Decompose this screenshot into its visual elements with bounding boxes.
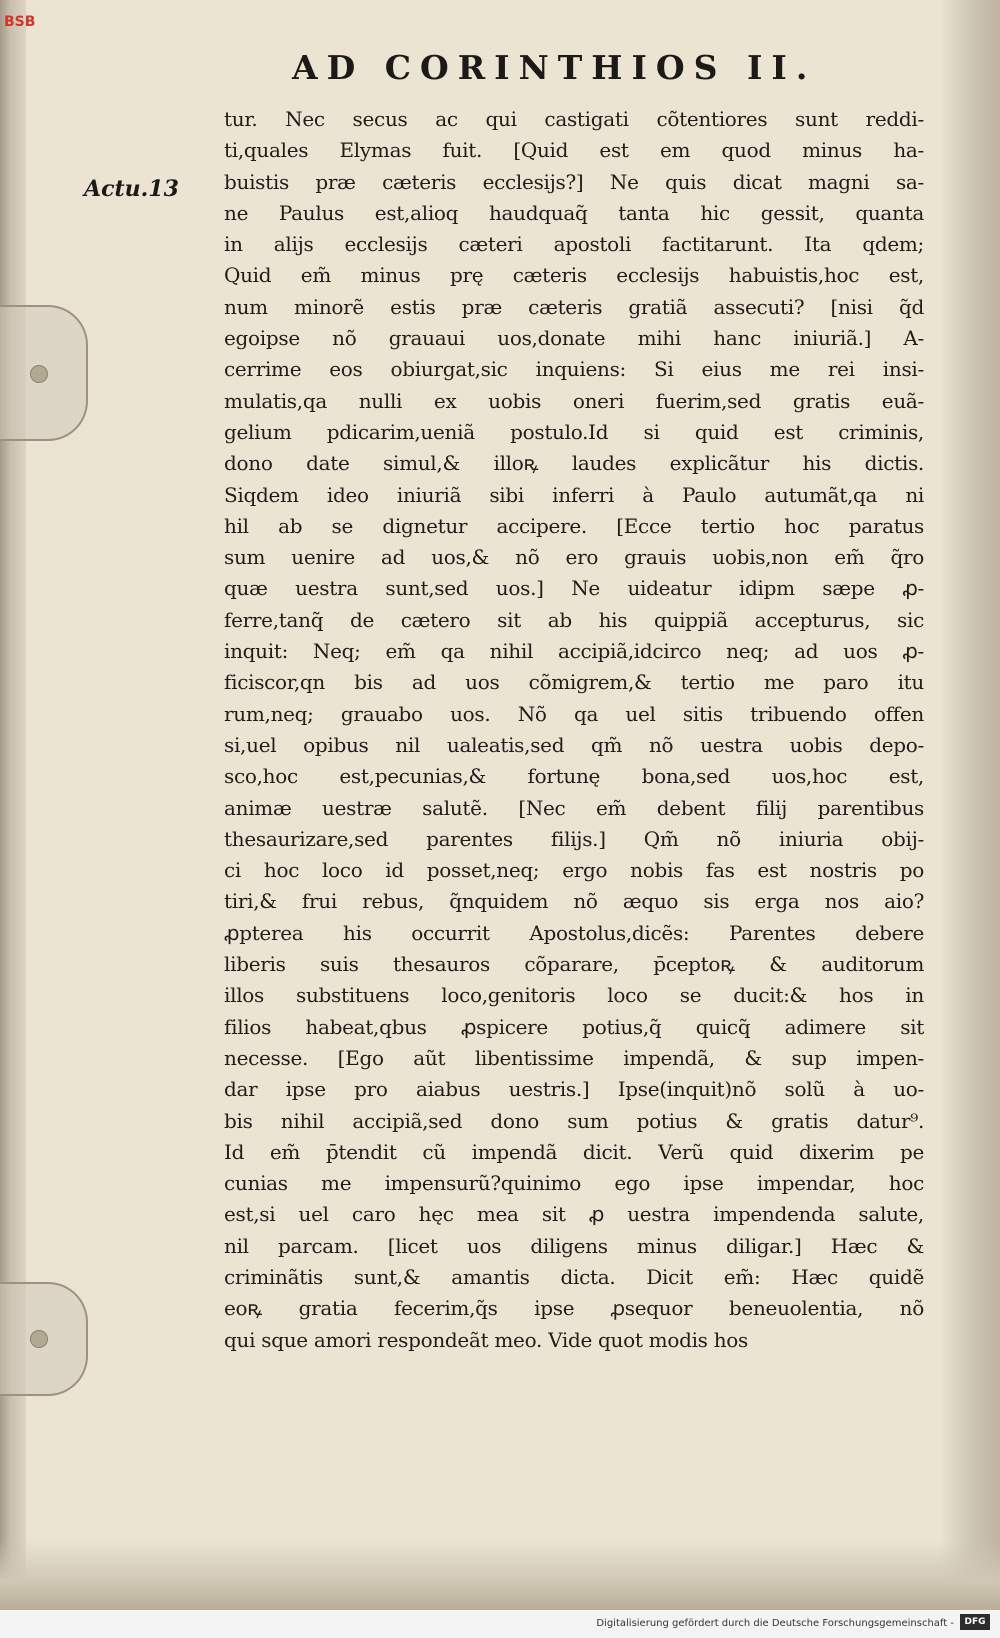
text-line: buistis præ cæteris ecclesijs?] Ne quis dicat magni sa- — [224, 169, 924, 194]
text-line: eoꝶ gratia fecerim,q̃s ipse ꝓsequor beneuolentia, nõ — [224, 1296, 924, 1321]
binding-tab-lower — [0, 1282, 88, 1396]
binding-hole — [30, 1330, 48, 1348]
text-line: est,si uel caro hęc mea sit ꝓ uestra impendenda salute, — [224, 1202, 924, 1227]
text-line: ne Paulus est,alioq haudquaq̃ tanta hic gessit, quanta — [224, 200, 924, 225]
text-line: ꝓpterea his occurrit Apostolus,dicẽs: Parentes debere — [224, 920, 924, 945]
text-line: gelium pdicarim,ueniã postulo.Id si quid est criminis, — [224, 419, 924, 444]
text-line: hil ab se dignetur accipere. [Ecce tertio hoc paratus — [224, 513, 924, 538]
text-line: ferre,tanq̃ de cætero sit ab his quippiã accepturus, sic — [224, 607, 924, 632]
text-line: illos substituens loco,genitoris loco se ducit:& hos in — [224, 983, 924, 1008]
text-line: rum,neq; grauabo uos. Nõ qa uel sitis tribuendo offen — [224, 701, 924, 726]
text-line: sum uenire ad uos,& nõ ero grauis uobis,non em̃ q̃ro — [224, 545, 924, 570]
text-line: quæ uestra sunt,sed uos.] Ne uideatur idipm sæpe ꝓ- — [224, 576, 924, 601]
footer-credit: Digitalisierung gefördert durch die Deutsche Forschungsgemeinschaft - — [596, 1618, 954, 1629]
text-line: inquit: Neq; em̃ qa nihil accipiã,idcirco neq; ad uos ꝓ- — [224, 639, 924, 664]
page-edge-shadow — [940, 0, 1000, 1610]
dfg-logo: DFG — [960, 1614, 990, 1630]
text-line: num minorẽ estis præ cæteris gratiã assecuti? [nisi q̃d — [224, 294, 924, 319]
text-line: cerrime eos obiurgat,sic inquiens: Si eius me rei insi- — [224, 357, 924, 382]
binding-tab-upper — [0, 305, 88, 441]
text-line: ti,quales Elymas fuit. [Quid est em quod minus ha- — [224, 138, 924, 163]
text-line: sco,hoc est,pecunias,& fortunę bona,sed uos,hoc est, — [224, 764, 924, 789]
text-line: dar ipse pro aiabus uestris.] Ipse(inquit)nõ solũ à uo- — [224, 1077, 924, 1102]
text-line: Id em̃ p̄tendit cũ impendã dicit. Verũ quid dixerim pe — [224, 1139, 924, 1164]
text-line: necesse. [Ego aũt libentissime impendã, & sup impen- — [224, 1045, 924, 1070]
text-line: egoipse nõ grauaui uos,donate mihi hanc iniuriã.] A- — [224, 326, 924, 351]
text-line: Siqdem ideo iniuriã sibi inferri à Paulo autumãt,qa ni — [224, 482, 924, 507]
running-head: AD CORINTHIOS II. — [292, 48, 817, 87]
text-line: ci hoc loco id posset,neq; ergo nobis fas est nostris po — [224, 858, 924, 883]
text-line: mulatis,qa nulli ex uobis oneri fuerim,sed gratis euã- — [224, 388, 924, 413]
text-line: ficiscor,qn bis ad uos cõmigrem,& tertio me paro itu — [224, 670, 924, 695]
margin-note: Actu.13 — [84, 176, 179, 202]
text-line: Quid em̃ minus prę cæteris ecclesijs habuistis,hoc est, — [224, 263, 924, 288]
text-line: tur. Nec secus ac qui castigati cõtentiores sunt reddi- — [224, 107, 924, 131]
text-line: tiri,& frui rebus, q̃nquidem nõ æquo sis erga nos aio? — [224, 889, 924, 914]
page-bottom-shadow — [0, 1540, 1000, 1610]
text-line: animæ uestræ salutẽ. [Nec em̃ debent filij parentibus — [224, 795, 924, 820]
text-line: qui sque amori respondeãt meo. Vide quot modis hos — [224, 1327, 748, 1352]
text-line: si,uel opibus nil ualeatis,sed qm̃ nõ uestra uobis depo- — [224, 732, 924, 757]
text-line: criminãtis sunt,& amantis dicta. Dicit em̃: Hæc quidẽ — [224, 1264, 924, 1289]
text-line: bis nihil accipiã,sed dono sum potius & gratis datur⁹. — [224, 1108, 924, 1133]
text-line: in alijs ecclesijs cæteri apostoli factitarunt. Ita qdem; — [224, 232, 924, 257]
library-stamp: BSB — [4, 14, 36, 30]
text-line: thesaurizare,sed parentes filijs.] Qm̃ nõ iniuria obij- — [224, 826, 924, 851]
text-line: cunias me impensurũ?quinimo ego ipse impendar, hoc — [224, 1171, 924, 1196]
text-line: liberis suis thesauros cõparare, p̄ceptoꝶ & auditorum — [224, 952, 924, 977]
body-text — [224, 104, 924, 1356]
text-line: nil parcam. [licet uos diligens minus diligar.] Hæc & — [224, 1233, 924, 1258]
text-line: dono date simul,& illoꝶ laudes explicãtur his dictis. — [224, 451, 924, 476]
binding-hole — [30, 365, 48, 383]
text-line: filios habeat,qbus ꝓspicere potius,q̃ quicq̃ adimere sit — [224, 1014, 924, 1039]
